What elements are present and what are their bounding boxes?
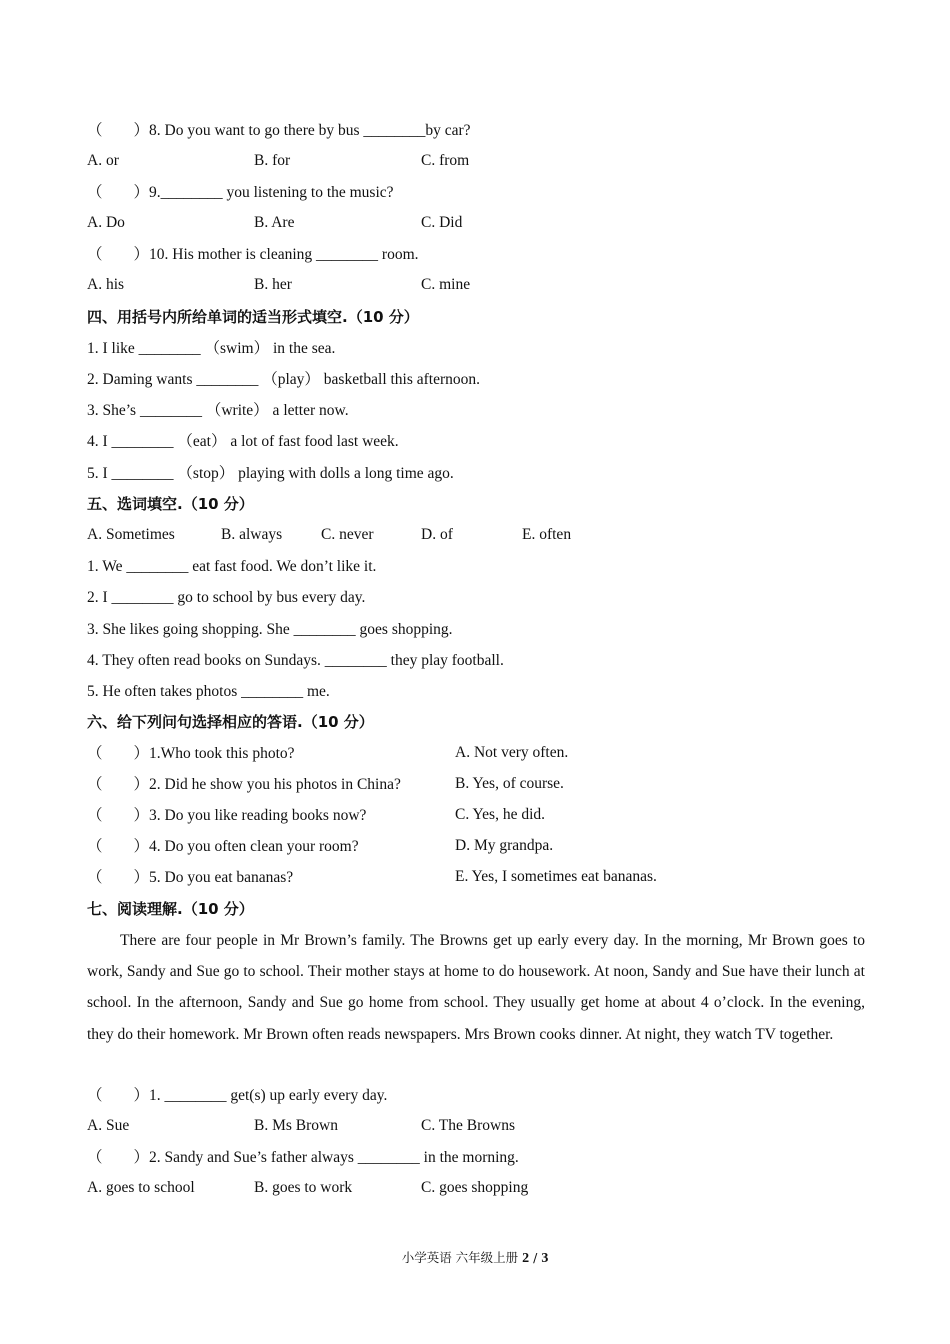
s5-item: 3. She likes going shopping. She ________ goes shopping. [87, 621, 453, 638]
s6-answer: C. Yes, he did. [455, 806, 546, 823]
q10-option-c: C. mine [421, 276, 471, 293]
s4-item: 3. She’s ________ （write） a letter now. [87, 402, 349, 419]
s5-item: 1. We ________ eat fast food. We don’t like it. [87, 558, 377, 575]
s6-question: （ ）2. Did he show you his photos in China? [87, 776, 401, 793]
question-10: （ ）10. His mother is cleaning ________ room. [87, 246, 419, 263]
s6-question: （ ）1.Who took this photo? [87, 745, 295, 762]
rq2-option-a: A. goes to school [87, 1179, 195, 1196]
rq2-option-c: C. goes shopping [421, 1179, 529, 1196]
s4-item: 5. I ________ （stop） playing with dolls a long time ago. [87, 465, 454, 482]
s5-word-option: D. of [421, 526, 453, 543]
s5-word-option: C. never [321, 526, 374, 543]
s5-item: 5. He often takes photos ________ me. [87, 683, 330, 700]
s6-answer: A. Not very often. [455, 744, 569, 761]
s4-item: 2. Daming wants ________ （play） basketball this afternoon. [87, 371, 481, 388]
q9-option-c: C. Did [421, 214, 463, 231]
section-6-title: 六、给下列问句选择相应的答语.（10 分） [87, 713, 374, 731]
q8-option-b: B. for [254, 152, 291, 169]
footer-separator: / [529, 1250, 542, 1265]
s6-question: （ ）3. Do you like reading books now? [87, 807, 367, 824]
question-8: （ ）8. Do you want to go there by bus ________by car? [87, 122, 471, 139]
page-footer [0, 1248, 950, 1267]
rq1-option-a: A. Sue [87, 1117, 130, 1134]
s5-item: 4. They often read books on Sundays. ________ they play football. [87, 652, 504, 669]
s5-item: 2. I ________ go to school by bus every day. [87, 589, 366, 606]
rq1-option-b: B. Ms Brown [254, 1117, 338, 1134]
footer-page-number: 2 [522, 1251, 530, 1266]
question-9: （ ）9.________ you listening to the music? [87, 184, 394, 201]
q10-option-a: A. his [87, 276, 125, 293]
s4-item: 1. I like ________ （swim） in the sea. [87, 340, 336, 357]
s5-word-option: B. always [221, 526, 283, 543]
q9-option-b: B. Are [254, 214, 295, 231]
s6-question: （ ）5. Do you eat bananas? [87, 869, 294, 886]
q8-option-c: C. from [421, 152, 470, 169]
s6-answer: B. Yes, of course. [455, 775, 564, 792]
s5-word-option: E. often [522, 526, 572, 543]
section-7-title: 七、阅读理解.（10 分） [87, 900, 254, 918]
s5-word-option: A. Sometimes [87, 526, 175, 543]
s4-item: 4. I ________ （eat） a lot of fast food last week. [87, 433, 399, 450]
section-5-title: 五、选词填空.（10 分） [87, 495, 254, 513]
q8-option-a: A. or [87, 152, 119, 169]
reading-question-2: （ ）2. Sandy and Sue’s father always ________ in the morning. [87, 1149, 519, 1166]
s6-answer: D. My grandpa. [455, 837, 554, 854]
s6-answer: E. Yes, I sometimes eat bananas. [455, 868, 657, 885]
q9-option-a: A. Do [87, 214, 125, 231]
rq2-option-b: B. goes to work [254, 1179, 353, 1196]
section-4-title: 四、用括号内所给单词的适当形式填空.（10 分） [87, 308, 419, 326]
q10-option-b: B. her [254, 276, 292, 293]
footer-page-total: 3 [541, 1251, 549, 1266]
footer-subject: 小学英语 六年级上册 [401, 1250, 523, 1265]
reading-question-1: （ ）1. ________ get(s) up early every day. [87, 1087, 388, 1104]
s6-question: （ ）4. Do you often clean your room? [87, 838, 359, 855]
reading-passage: There are four people in Mr Brown’s family. The Browns get up early every day. In the morning, Mr Brown goes to work, Sandy and Sue go to school. Their mother stays at home to do housework. At noon, Sandy and Sue have their lunch at school. In the afternoon, Sandy and Sue go home from school. They usually get home at about 4 o’clock. In the evening, they do their homework. Mr Brown often reads newspapers. Mrs Brown cooks dinner. At night, they watch TV together. [87, 932, 865, 1043]
rq1-option-c: C. The Browns [421, 1117, 516, 1134]
